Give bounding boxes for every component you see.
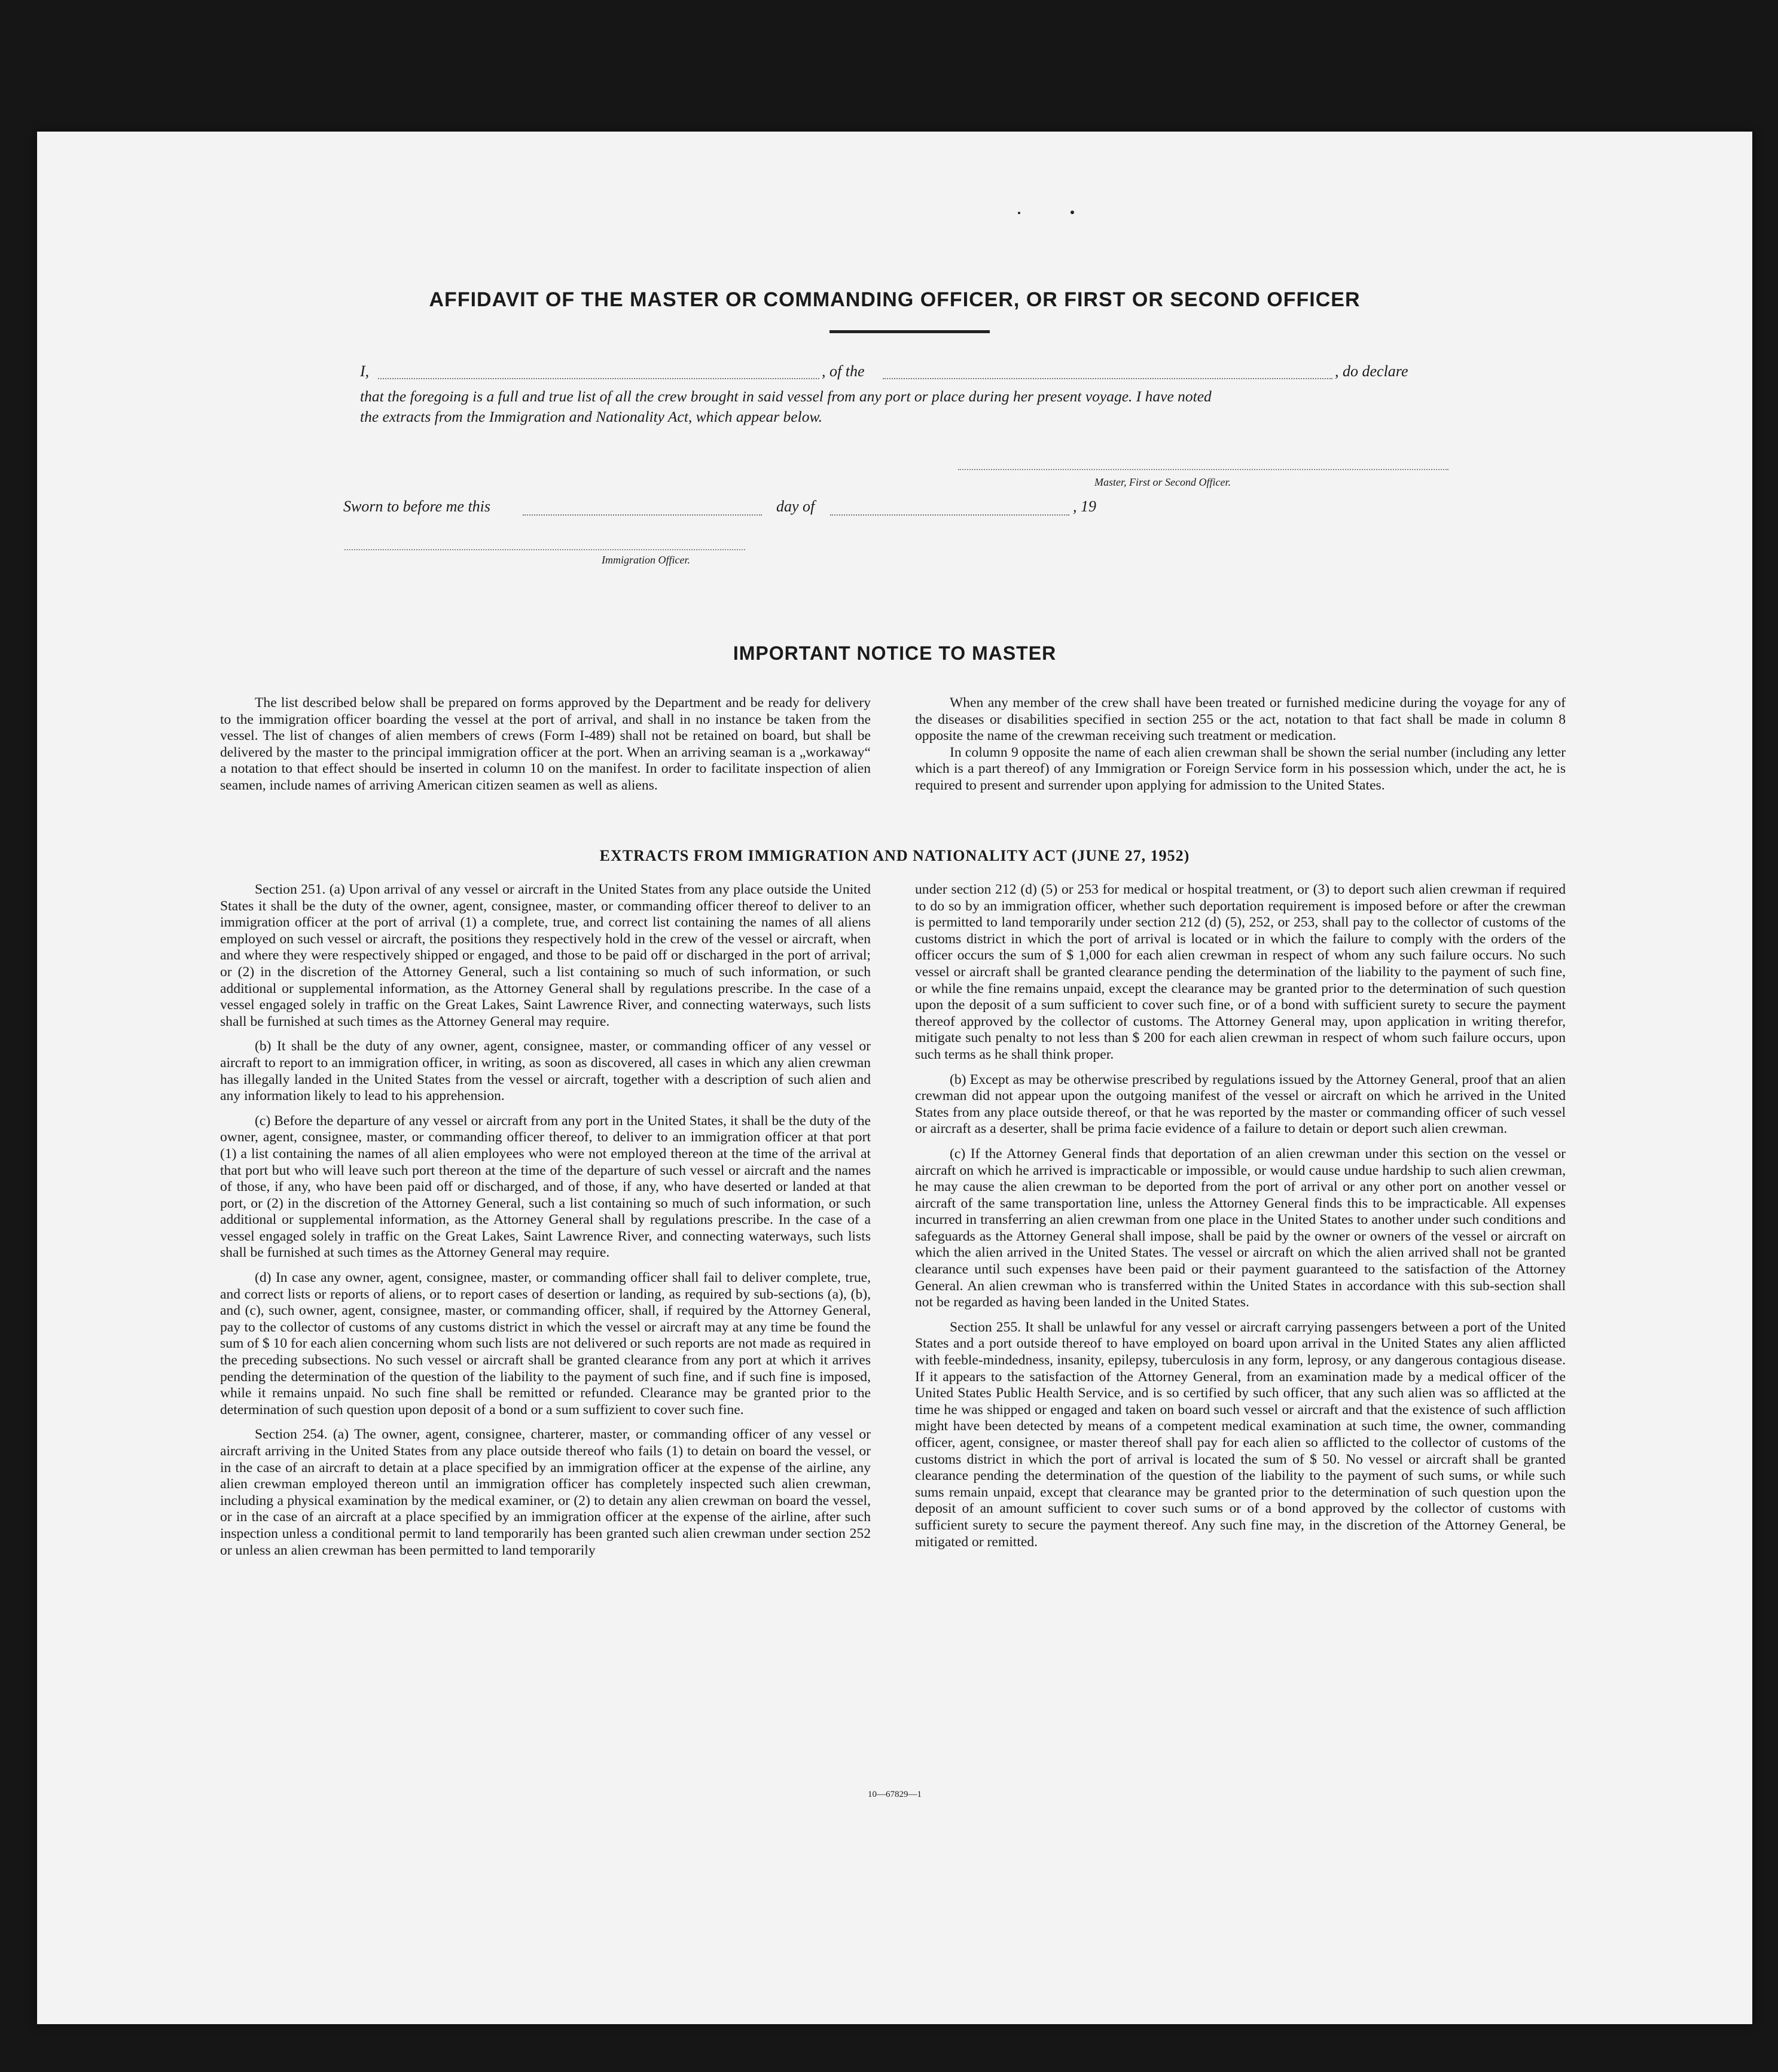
i-label: I,	[360, 362, 370, 380]
section-254c: (c) If the Attorney General finds that deportation of an alien crewman under this section on the vessel or aircraft on which he arrived is impracticable or impossible, or would cause undue hardship to such alien crewman, he may cause the alien crewman to be deported from the port of arrival or any other port on another vessel or aircraft of the same transportation line, unless the Attorney General finds this to be impracticable. All expenses incurred in transferring an alien crewman from one place in the United States to another under such conditions and safeguards as the Attorney General shall impose, shall be paid by the owner or owners of the vessel or aircraft on which the alien arrived in the United States. The vessel or aircraft on which the alien arrived shall not be granted clearance until such expenses have been paid or their payment guaranteed to the satisfaction of the Attorney General. An alien crewman who is transferred within the United States in accordance with this sub-section shall not be regarded as having been landed in the United States.	[915, 1145, 1566, 1311]
year-label: , 19	[1073, 498, 1096, 515]
extracts-title: EXTRACTS FROM IMMIGRATION AND NATIONALITY ACT (JUNE 27, 1952)	[599, 847, 1190, 864]
notice-right-column	[915, 695, 1566, 794]
title-underline	[829, 330, 990, 333]
declaration-text-line-2: the extracts from the Immigration and Nationality Act, which appear below.	[360, 408, 822, 425]
master-signature-label: Master, First or Second Officer.	[1094, 476, 1231, 488]
document-page	[37, 132, 1752, 2024]
section-251a: Section 251. (a) Upon arrival of any vessel or aircraft in the United States from any place outside the United States it shall be the duty of the owner, agent, consignee, master, or commanding officer thereof to deliver to an immigration officer at the port of arrival (1) a complete, true, and correct list containing the names of all aliens employed on such vessel or aircraft, the positions they respectively hold in the crew of the vessel or aircraft, when and where they were respectively shipped or engaged, and those to be paid off or discharged in the port of arrival; or (2) in the discretion of the Attorney General, such a list containing so much of such information, or such additional or supplemental information, as the Attorney General shall by regulations prescribe. In the case of a vessel engaged solely in traffic on the Great Lakes, Saint Lawrence River, and connecting waterways, such lists shall be furnished at such times as the Attorney General may require.	[220, 882, 871, 1029]
notice-left-text: The list described below shall be prepared on forms approved by the Department and be ready for delivery to the immigration officer boarding the vessel at the port of arrival, and shall in no instance be taken from the vessel. The list of changes of alien members of crews (Form I-489) shall not be retained on board, but shall be delivered by the master to the principal immigration officer at the port. When an arriving seaman is a „workaway“ a notation to that effect should be inserted in column 10 on the manifest. In order to facilitate inspection of alien seamen, include names of arriving American citizen seamen as well as aliens.	[220, 695, 871, 793]
master-signature-line[interactable]	[958, 469, 1448, 471]
section-251d: (d) In case any owner, agent, consignee, master, or commanding officer shall fail to deliver complete, true, and correct lists or reports of aliens, or to report cases of desertion or landing, as required by sub-sections (a), (b), and (c), such owner, agent, consignee, master, or commanding officer, shall, if required by the Attorney General, pay to the collector of customs of any customs district in which the vessel or aircraft may at any time be found the sum of $ 10 for each alien concerning whom such lists are not delivered or such reports are not made as required in the preceding subsections. No such vessel or aircraft shall be granted clearance from any port at which it arrives pending the determination of the question of the liability to the payment of such fine, and if such fine is imposed, while it remains unpaid. No such fine shall be remitted or refunded. Clearance may be granted prior to the determination of such question upon deposit of a bond or a sum suffizient to cover such fine.	[220, 1270, 871, 1418]
section-255: Section 255. It shall be unlawful for any vessel or aircraft carrying passengers between a port of the United States and a port outside thereof to have employed on board upon arrival in the United States any alien afflicted with feeble-mindedness, insanity, epilepsy, tuberculosis in any form, leprosy, or any dangerous contagious disease. If it appears to the satisfaction of the Attorney General, from an examination made by a medical officer of the United States Public Health Service, and is so certified by such officer, that any such alien was so afflicted at the time he was shipped or engaged and taken on board such vessel or aircraft and that the existence of such affliction might have been detected by means of a competent medical examination at such time, the owner, commanding officer, agent, consignee, or master thereof shall pay for each alien so afflicted to the collector of customs of the customs district in which the port of arrival is located the sum of $ 50. No vessel or aircraft shall be granted clearance pending the determination of the question of the liability to the payment of such sums, or while such sums remain unpaid, except that clearance may be granted prior to the determination of such question upon the deposit of an amount sufficient to cover such sums or of a bond approved by the collector of customs with sufficient surety to secure the payment thereof. Any such fine may, in the discretion of the Attorney General, be mitigated or remitted.	[915, 1319, 1566, 1550]
day-of-label: day of	[776, 498, 815, 515]
name-field[interactable]	[378, 377, 819, 379]
notice-left-column	[220, 695, 871, 794]
section-251c: (c) Before the departure of any vessel or aircraft from any port in the United States, it shall be the duty of the owner, agent, consignee, master, or commanding officer thereof, to deliver to an immigration officer at that port (1) a list containing the names of all alien employees who were not employed thereon at the time of the arrival at that port but who will leave such port thereon at the time of the departure of such vessel or aircraft and the names of those, if any, who have been paid off or discharged, and of those, if any, who have deserted or landed at that port, or (2) in the discretion of the Attorney General, such a list containing so much of such information, or such additional or supplemental information, as the Attorney General shall by regulations prescribe. In the case of a vessel engaged solely in traffic on the Great Lakes, Saint Lawrence River, and connecting waterways, such lists shall be furnished at such times as the Attorney General may require.	[220, 1113, 871, 1261]
vessel-field[interactable]	[883, 377, 1332, 379]
extracts-left-column	[220, 882, 871, 1567]
section-254a-continued: under section 212 (d) (5) or 253 for medical or hospital treatment, or (3) to deport such alien crewman if required to do so by an immigration officer, whether such deportation requirement is imposed before or after the crewman is permitted to land temporarily under section 212 (d) (5), 252, or 253, shall pay to the collector of customs of the customs district in which the port of arrival is located or in which the failure to comply with the orders of the officer occurs the sum of $ 1,000 for each alien crewman in respect of whom any such failure occurs. No such vessel or aircraft shall be granted clearance pending the determination of the liability to the payment of such fine, or while the fine remains unpaid, except the clearance may be granted prior to the determination of such question upon the deposit of a sum sufficient to cover such fine, or of a bond with sufficient surety to secure the payment thereof approved by the collector of customs. The Attorney General may, upon application in writing therefor, mitigate such penalty to not less than $ 200 for each alien crewman in respect of whom such failure occurs, upon such terms as he shall think proper.	[915, 882, 1566, 1062]
affidavit-title: AFFIDAVIT OF THE MASTER OR COMMANDING OFFICER, OR FIRST OR SECOND OFFICER	[429, 288, 1361, 311]
do-declare-label: , do declare	[1335, 362, 1408, 380]
of-the-label: , of the	[822, 362, 865, 380]
extracts-right-column	[915, 882, 1566, 1559]
notice-right-text-1: When any member of the crew shall have been treated or furnished medicine during the voyage for any of the diseases or disabilities specified in section 255 or the act, notation to that fact shall be made in column 8 opposite the name of the crewman receiving such treatment or medication.	[915, 695, 1566, 744]
form-number: 10—67829—1	[868, 1790, 922, 1799]
notice-title: IMPORTANT NOTICE TO MASTER	[733, 642, 1057, 664]
sworn-label: Sworn to before me this	[343, 498, 491, 515]
section-254b: (b) Except as may be otherwise prescribed by regulations issued by the Attorney General, proof that an alien crewman did not appear upon the outgoing manifest of the vessel or aircraft on which he arrived in the United States from any place outside thereof, or that he was reported by the master or commanding officer of such vessel or aircraft as a deserter, shall be prima facie evidence of a failure to detain or deport such alien crewman.	[915, 1071, 1566, 1137]
immigration-officer-signature-line[interactable]	[344, 549, 745, 551]
notice-right-text-2: In column 9 opposite the name of each alien crewman shall be shown the serial number (including any letter which is a part thereof) of any Immigration or Foreign Service form in his possession which, under the act, he is required to present and surrender upon applying for admission to the United States.	[915, 744, 1566, 793]
section-254a: Section 254. (a) The owner, agent, consignee, charterer, master, or commanding officer of any vessel or aircraft arriving in the United States from any place outside thereof who fails (1) to detain on board the vessel, or in the case of an aircraft to detain at a place specified by an immigration officer at the expense of the airline, any alien crewman employed thereon until an immigration officer has completely inspected such alien crewman, including a physical examination by the medical examiner, or (2) to detain any alien crewman on board the vessel, or in the case of an aircraft at a place specified by an immigration officer at the expense of the airline, after such inspection unless a conditional permit to land temporarily has been granted such alien crewman under section 252 or unless an alien crewman has been permitted to land temporarily	[220, 1427, 871, 1558]
section-251b: (b) It shall be the duty of any owner, agent, consignee, master, or commanding officer of any vessel or aircraft to report to an immigration officer, in writing, as soon as discovered, all cases in which any alien crewman has illegally landed in the United States from the vessel or aircraft, together with a description of such alien and any information likely to lead to his apprehension.	[220, 1038, 871, 1104]
speck	[1071, 211, 1074, 214]
declaration-text-line-1: that the foregoing is a full and true list of all the crew brought in said vessel from any port or place during her present voyage. I have noted	[360, 388, 1212, 405]
speck	[1018, 212, 1020, 214]
sworn-month-field[interactable]	[830, 513, 1069, 516]
sworn-day-field[interactable]	[523, 513, 762, 516]
immigration-officer-label: Immigration Officer.	[602, 554, 690, 566]
